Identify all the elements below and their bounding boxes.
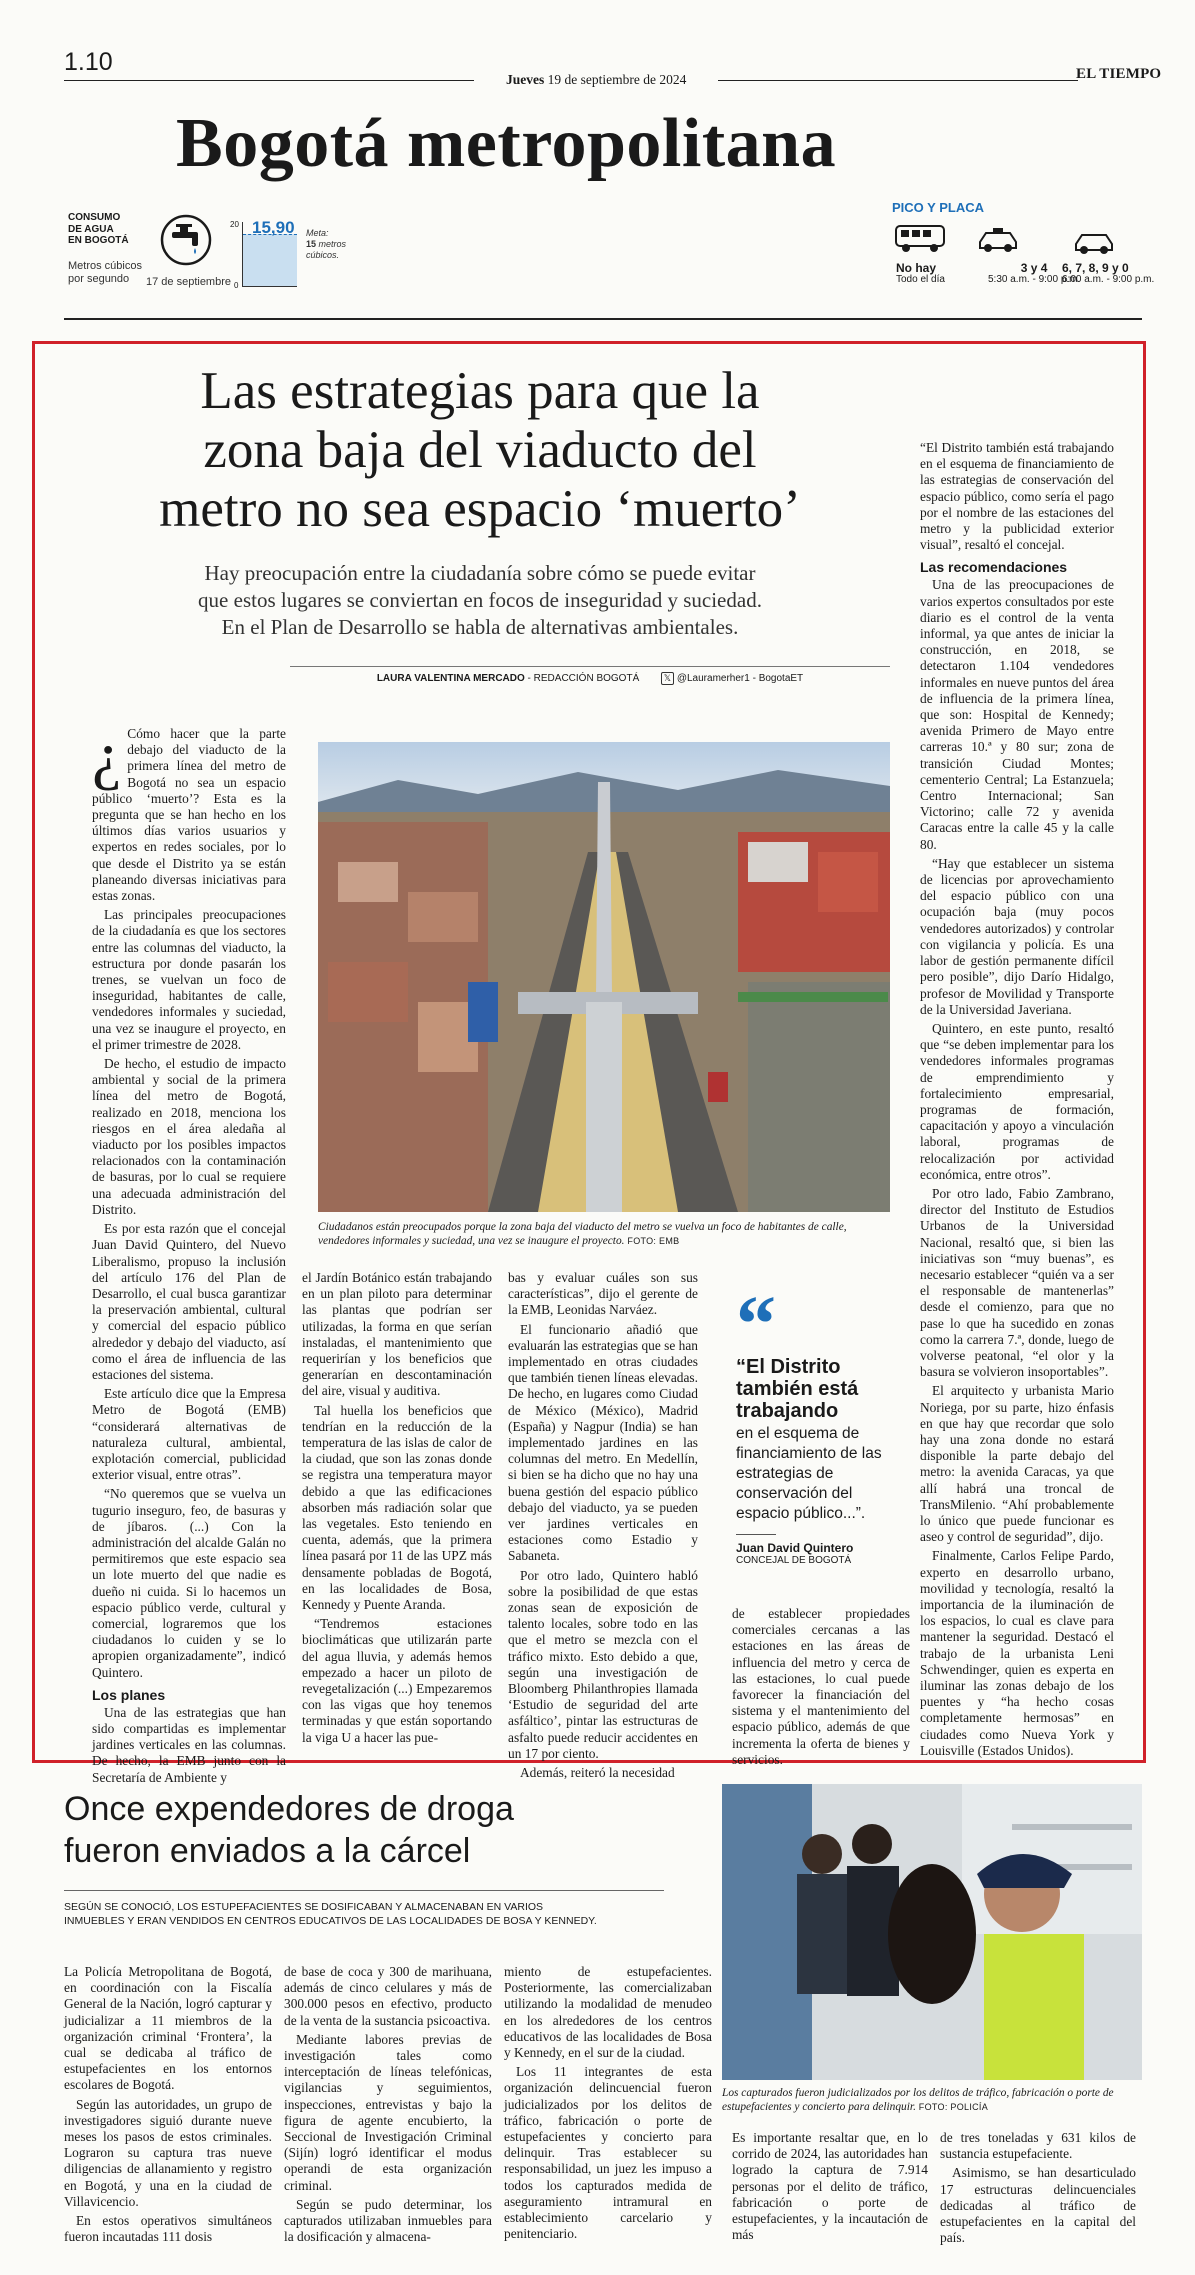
police-photo [722, 1784, 1142, 2080]
paragraph: el Jardín Botánico están trabajando en un plan piloto para determinar las plantas que podrían ser utilizadas, la forma en que serían instaladas, el mantenimiento que requerirían y los beneficios que generarían en descontaminación del aire, visual y auditiva. [302, 1270, 492, 1399]
subhead: Los planes [92, 1686, 166, 1703]
second-col-3 [504, 1964, 712, 2264]
paragraph: “Tendremos estaciones bioclimáticas que utilizarán parte del agua lluvia, y además hemos empezado a hacer un piloto de revegetalización (...) Empezaremos con las vigas que hoy tenemos terminadas y que están soportando la viga U a hacer las pue- [302, 1616, 492, 1745]
paragraph: Asimismo, se han desarticulado 17 estructuras delincuenciales dedicadas al tráfico de estupefacientes en la capital del país. [940, 2165, 1136, 2246]
water-label: CONSUMO DE AGUA EN BOGOTÁ [68, 212, 129, 246]
paragraph: bas y evaluar cuáles son sus características”, dijo el gerente de la EMB, Leonidas Narváez. [508, 1270, 698, 1318]
paragraph: Por otro lado, Quintero habló sobre la posibilidad de que estas zonas sean de exposición de talento locales, sobre todo en las que el metro se mezcla con el tráfico mixto. Esto debido a que, según una investigación de Bloomberg Philanthropies llamada ‘Estudio de seguridad del arte asfáltico’, pintar las estructuras de asfalto puede reducir accidentes en un 17 por ciento. [508, 1567, 698, 1761]
page-number: 1.10 [64, 48, 113, 76]
paragraph: Quintero, en este punto, resaltó que “se deben implementar para los vendedores informales programas de emprendimiento y fortalecimiento empresarial, programas de formación, capacitación y apoyo a vinculación laboral, programas de relocalización por actividad económica, entre otros”. [920, 1020, 1114, 1182]
second-col-2 [284, 1964, 492, 2264]
paragraph: Este artículo dice que la Empresa Metro de Bogotá (EMB) “considerará alternativas de naturaleza cultural, ambiental, explotación comercial, publicidad exterior visual, entre otras”. [92, 1386, 286, 1483]
paragraph: de establecer propiedades comerciales cercanas a las estaciones en las áreas de influencia del metro y cerca de las estaciones, lo cual puede favorecer la financiación del sistema y el mantenimiento del espacio público, además de que incrementa la oferta de bienes y servicios. [732, 1606, 910, 1767]
paragraph: Una de las preocupaciones de varios expertos consultados por este diario es el control de la venta informal, ya que antes de iniciar la construcción, en 2018, se detectaron 1.104 vendedores informales en nueve puntos del área de influencia de la primera línea, que son: Hospital de Kennedy; avenida Primero de Mayo entre carreras 10.ª y 80 sur; zona de transición Ciudad Montes; cementerio Central; La Estanzuela; Centro Internacional; San Victorino; calle 72 y avenida Caracas entre la calle 45 y la calle 80. [920, 577, 1114, 852]
paragraph: miento de estupefacientes. Posteriormente, las comercializaban utilizando la modalidad de menudeo en los alrededores de los centros educativos de las localidades de Bosa y Kennedy, en el sur de la ciudad. [504, 1964, 712, 2061]
paragraph: El arquitecto y urbanista Mario Noriega, por su parte, hizo énfasis en que hay que recordar que solo hay una zona donde no estará disponible la parte debajo del metro: la avenida Caracas, ya que allí habrá una troncal de TransMilenio. “Ahí probablemente lo único que puede funcionar es aseo y control de seguridad”, dijo. [920, 1383, 1114, 1545]
main-col-right [920, 440, 1114, 1758]
byline-desk: - REDACCIÓN BOGOTÁ [524, 673, 640, 684]
section-title: Bogotá metropolitana [176, 105, 837, 182]
paragraph: La Policía Metropolitana de Bogotá, en coordinación con la Fiscalía General de la Nación, logró capturar y judicializar a 11 miembros de la organización criminal ‘Frontera’, la cual se dedicaba al tráfico de estupefacientes en los entornos escolares de Bogotá. [64, 1964, 272, 2093]
lead-paragraph: ¿ Cómo hacer que la parte debajo del viaducto de la primera línea del metro de Bogotá no sea un espacio público ‘muerto’? Esta es la pregunta que se han hecho en los últimos días varios usuarios y expertos en redes sociales, por lo que desde el Distrito ya se están planeando diversas iniciativas para estas zonas. [92, 719, 286, 904]
faucet-icon [160, 214, 212, 266]
pico-placa-title: PICO Y PLACA [892, 200, 984, 215]
water-widget [68, 210, 378, 290]
pico-placa-item: 6, 7, 8, 9 y 0 6:00 a.m. - 9:00 p.m. [1062, 261, 1155, 285]
paragraph: Las principales preocupaciones de la ciudadanía es que los sectores entre las columnas del viaducto, la estructura por donde pasarán los trenes, se vuelvan un foco de inseguridad, habitantes de calle, vendedores informales y suciedad, una vez se inaugure el proyecto, en el primer trimestre de 2028. [92, 907, 286, 1052]
paragraph: “No queremos que se vuelva un tugurio inseguro, feo, de basuras y de jíbaros. (...) Con la administración del alcalde Galán no permitiremos que este espacio sea un lote muerto del que nadie es dueño ni cuida. Si lo hacemos un espacio público verde, cultural y comercial, lograremos que los ciudadanos lo cuiden y se lo apropien organizadamente”, indicó Quintero. [92, 1486, 286, 1680]
brand-logo: EL TIEMPO [1076, 66, 1162, 82]
issue-date-rest: 19 de septiembre de 2024 [544, 72, 687, 87]
taxi-icon [976, 226, 1020, 259]
paragraph: Según se pudo determinar, los capturados utilizaban inmuebles para la dosificación y almacena- [284, 2196, 492, 2245]
paragraph: Tal huella los beneficios que tendrían en la reducción de la temperatura de las islas de calor de la ciudad, que son las zonas donde se registra una temperatura mayor debido a que las edificaciones absorben más radiación solar que las vegetales. Esto teniendo en cuenta, además, que la primera línea pasará por 11 de las UPZ más densamente pobladas de Bogotá, en las localidades de Bosa, Kennedy y Puente Aranda. [302, 1402, 492, 1613]
paragraph: Finalmente, Carlos Felipe Pardo, experto en desarrollo urbano, movilidad y tecnología, resaltó la importancia de la iluminación de los espacios, lo cual es clave para mantener la seguridad. Destacó el trabajo de la urbanista Leni Schwendinger, quien es experta en iluminar las zonas debajo de los puentes y “ha hecho cosas completamente hermosas” en ciudades como Nueva York y Louisville (Estados Unidos). [920, 1548, 1114, 1758]
pico-placa-item: 3 y 4 5:30 a.m. - 9:00 p.m. [988, 261, 1081, 285]
photo-credit: FOTO: EMB [627, 1236, 680, 1246]
quote-role: CONCEJAL DE BOGOTÁ [736, 1555, 852, 1566]
byline-handle[interactable]: @Lauramerher1 - BogotaET [676, 673, 804, 684]
second-col-1 [64, 1964, 272, 2264]
second-headline: Once expendedores de droga fueron enviados a la cárcel [64, 1790, 514, 1870]
second-col-5 [940, 2130, 1136, 2260]
quote-mark-icon: “ [736, 1281, 776, 1369]
paragraph: Mediante labores previas de investigación tales como interceptación de líneas telefónicas, vigilancias y seguimientos, inspecciones, entrevistas y bajo la figura de agente encubierto, la Seccional de Investigación Criminal (Sijín) logró identificar el modus operandi de esta organización criminal. [284, 2031, 492, 2193]
pico-placa-item: No hay Todo el día [896, 261, 945, 285]
paragraph: de base de coca y 300 de marihuana, además de cinco celulares y más de 300.000 pesos en efectivo, producto de la venta de la sustancia psicoactiva. [284, 1964, 492, 2028]
main-col-3 [508, 1270, 698, 1781]
bus-icon [894, 224, 946, 259]
byline-name: LAURA VALENTINA MERCADO [376, 673, 525, 684]
paragraph: Es por esta razón que el concejal Juan David Quintero, del Nuevo Liberalismo, propuso la inclusión del artículo 176 del Plan de Desarrollo, el cual busca garantizar la preservación ambiental, cultural y comercial del espacio público alrededor y debajo del viaducto, así como el área de influencia de las estaciones del sistema. [92, 1221, 286, 1382]
main-deck: Hay preocupación entre la ciudadanía sobre cómo se puede evitar que estos lugares se conviertan en focos de inseguridad y suciedad. En el Plan de Desarrollo se habla de alternativas ambientales. [198, 561, 762, 639]
main-photo-caption: Ciudadanos están preocupados porque la zona baja del viaducto del metro se vuelva un foco de habitantes de calle, vendedores informales y suciedad, una vez se inaugure el proyecto. FOTO: EMB [318, 1221, 847, 1247]
issue-day: Jueves [506, 72, 545, 87]
paragraph: Según las autoridades, un grupo de investigadores siguió durante nueve meses los pasos de estos criminales. Lograron su captura tras nueve diligencias de allanamiento y registro en Bogotá, y una en la ciudad de Villavicencio. [64, 2096, 272, 2209]
main-col-1 [92, 719, 286, 1785]
paragraph: “Hay que establecer un sistema de licencias por aprovechamiento del espacio público con una ocupación baja (muy pocos vendedores autorizados) y controlar con vigilancia y policía. Es una labor de gestión permanente difícil pero posible”, dijo Darío Hidalgo, profesor de Movilidad y Transporte de la Universidad Javeriana. [920, 855, 1114, 1017]
paragraph: de tres toneladas y 631 kilos de sustancia estupefaciente. [940, 2130, 1136, 2162]
photo-credit: FOTO: POLICÍA [918, 2102, 989, 2112]
second-deck: SEGÚN SE CONOCIÓ, LOS ESTUPEFACIENTES SE DOSIFICABAN Y ALMACENABAN EN VARIOS INMUEBLES Y ERAN VENDIDOS EN CENTROS EDUCATIVOS DE LAS LOCALIDADES DE BOSA Y KENNEDY. [64, 1901, 597, 1927]
paragraph: Los 11 integrantes de esta organización delincuencial fueron judicializados por los delitos de tráfico, fabricación o porte de estupefacientes y concierto para delinquir. Tras establecer su responsabilidad, un juez les impuso a todos los capturados medida de aseguramiento intramural en establecimiento carcelario y penitenciario. [504, 2064, 712, 2242]
pull-quote: “ “El Distrito también está trabajando en el esquema de financiamiento de las estrategias de conservación del espacio público...”. Juan David Quintero CONCEJAL DE BOGOTÁ [736, 1300, 886, 1566]
paragraph: “El Distrito también está trabajando en el esquema de financiamiento de las estrategias de conservación del espacio público, como sería el pago por el nombre de las estaciones del metro y la publicidad exterior visual”, resaltó el concejal. [920, 440, 1114, 553]
paragraph: Por otro lado, Fabio Zambrano, director del Instituto de Estudios Urbanos de la Universidad Nacional, resaltó que, si bien las iniciativas son “muy buenas”, es necesario establecer “quién va a ser el responsable de mantenerlas” desde el comienzo, para que no pase lo que ha sucedido en zonas como la carrera 7.ª, donde, luego de volverse peatonal, “el olor y la basura se volvieron insoportables”. [920, 1185, 1114, 1380]
main-col-4 [732, 1606, 910, 1767]
paragraph: De hecho, el estudio de impacto ambiental y social de la primera línea del metro de Bogotá, realizado en 2018, menciona los riesgos en el área aledaña al viaducto por los posibles impactos relacionados con la contaminación de basuras, por lo cual se requiere una adecuada administración del Distrito. [92, 1056, 286, 1217]
paragraph: El funcionario añadió que evaluarán las estrategias que se han implementado en otras ciudades que también tienen líneas elevadas. De hecho, en lugares como Ciudad de México (México), Madrid (España) y Nagpur (India) se han implementado jardines en las columnas del metro. En Medellín, si bien se ha dicho que no hay una buena gestión del espacio público debajo del viaducto, ya se pueden ver jardines verticales en estaciones como Estadio y Sabaneta. [508, 1321, 698, 1564]
water-goal: Meta: 15 metros cúbicos. [306, 228, 347, 260]
subhead: Las recomendaciones [920, 559, 1068, 576]
issue-date [506, 72, 686, 88]
byline [290, 672, 890, 685]
paragraph: Es importante resaltar que, en lo corrido de 2024, las autoridades han logrado la captura de 7.914 personas por el delito de tráfico, fabricación o porte de estupefacientes, y la incautación de más [732, 2130, 928, 2243]
x-icon: 𝕏 [661, 672, 674, 685]
dropcap: ¿ [92, 719, 122, 792]
paragraph: En estos operativos simultáneos fueron incautadas 111 dosis [64, 2213, 272, 2245]
pico-placa-widget [892, 200, 1155, 290]
car-icon [1072, 230, 1116, 261]
quote-author: Juan David Quintero [736, 1541, 854, 1555]
water-value: 15,90 [252, 218, 295, 237]
water-date: 17 de septiembre [146, 276, 231, 288]
water-unit: Metros cúbicos por segundo [68, 260, 142, 285]
main-col-2 [302, 1270, 492, 1745]
paragraph: Una de las estrategias que han sido compartidas es implementar jardines verticales en las columnas. De hecho, la EMB junto con la Secretaría de Ambiente y [92, 1704, 286, 1785]
axis-min-label: 0 [234, 281, 239, 290]
second-photo-caption: Los capturados fueron judicializados por los delitos de tráfico, fabricación o porte de estupefacientes y concierto para delinquir. FOTO: POLICÍA [722, 2087, 1114, 2113]
viaduct-photo [318, 742, 890, 1212]
second-col-4 [732, 2130, 928, 2260]
axis-max-label: 20 [230, 220, 239, 229]
paragraph: Además, reiteró la necesidad [520, 1765, 675, 1781]
main-headline: Las estrategias para que la zona baja del viaducto del metro no sea espacio ‘muerto’ [159, 362, 801, 538]
